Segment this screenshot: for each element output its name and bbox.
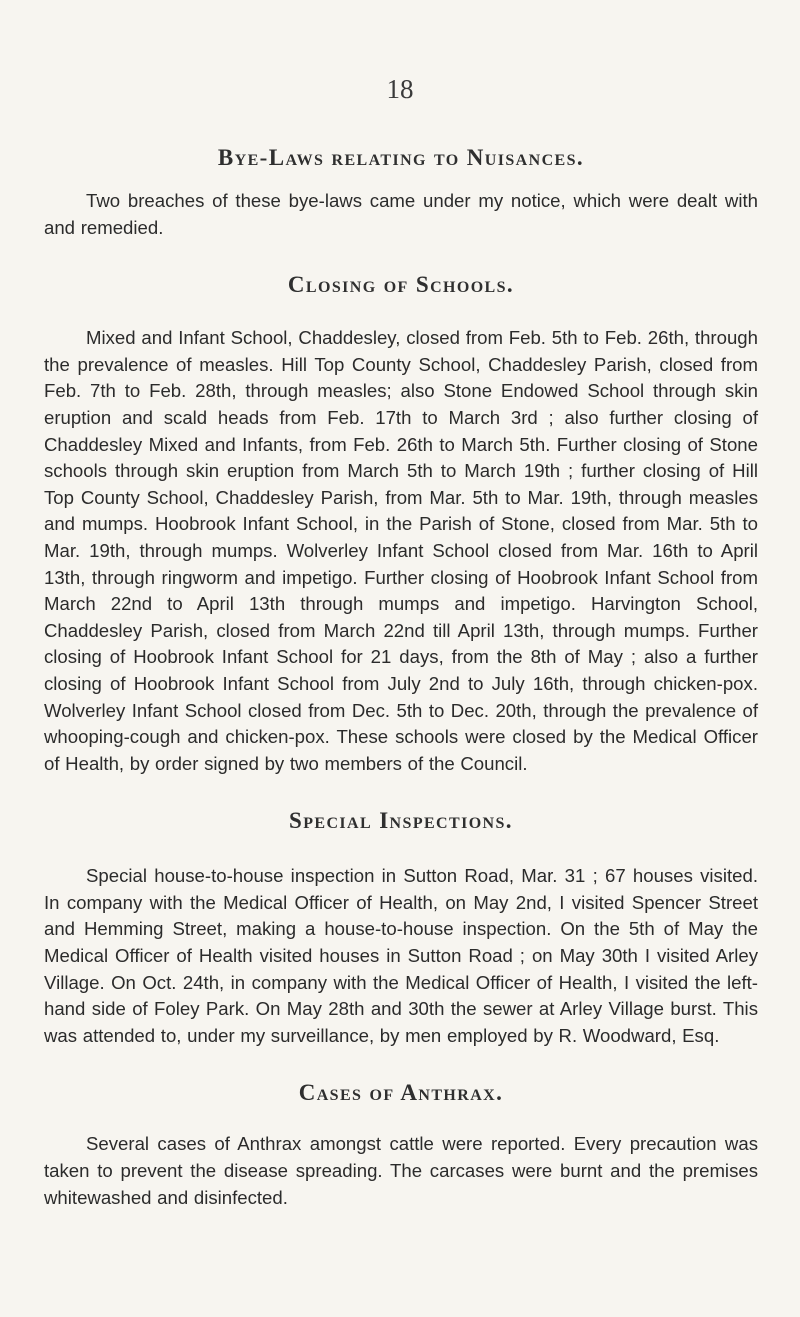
section-body-bye-laws: Two breaches of these bye-laws came under my notice, which were dealt with and remedied. [44,190,758,238]
section-heading-special-inspections: Special Inspections. [289,808,513,834]
page-content [44,142,758,1211]
section-heading-anthrax: Cases of Anthrax. [298,1080,504,1106]
section-heading-closing-of-schools: Closing of Schools. [287,272,515,298]
section-body-closing-of-schools: Mixed and Infant School, Chaddesley, closed from Feb. 5th to Feb. 26th, through the prevalence of measles. Hill Top County School, Chaddesley Parish, closed from Feb. 7th to Feb. 28th, through measles; also Stone Endowed School through skin eruption and scald heads from Feb. 17th to March 3rd ; also further closing of Chaddesley Mixed and Infants, from Feb. 26th to March 5th. Further closing of Stone schools through skin eruption from March 5th to March 19th ; further closing of Hill Top County School, Chaddesley Parish, from Mar. 5th to Mar. 19th, through measles and mumps. Hoobrook Infant School, in the Parish of Stone, closed from Mar. 5th to Mar. 19th, through mumps. Wolverley Infant School closed from Mar. 16th to April 13th, through ringworm and impetigo. Further closing of Hoobrook Infant School from March 22nd to April 13th through mumps and impetigo. Harvington School, Chaddesley Parish, closed from March 22nd till April 13th, through mumps. Further closing of Hoobrook Infant School for 21 days, from the 8th of May ; also a further closing of Hoobrook Infant School from July 2nd to July 16th, through chicken-pox. Wolverley Infant School closed from Dec. 5th to Dec. 20th, through the prevalence of whooping-cough and chicken-pox. These schools were closed by the Medical Officer of Health, by order signed by two members of the Council. [44,327,758,774]
page-number: 18 [386,74,414,104]
section-body-anthrax: Several cases of Anthrax amongst cattle were reported. Every precaution was taken to prevent the disease spreading. The carcases were burnt and the premises whitewashed and disinfected. [44,1133,758,1208]
section-heading-bye-laws: Bye-Laws relating to Nuisances. [217,145,585,170]
section-body-special-inspections: Special house-to-house inspection in Sutton Road, Mar. 31 ; 67 houses visited. In company with the Medical Officer of Health, on May 2nd, I visited Spencer Street and Hemming Street, making a house-to-house inspection. On the 5th of May the Medical Officer of Health visited houses in Sutton Road ; on May 30th I visited Arley Village. On Oct. 24th, in company with the Medical Officer of Health, I visited the left-hand side of Foley Park. On May 28th and 30th the sewer at Arley Village burst. This was attended to, under my surveillance, by men employed by R. Woodward, Esq. [44,865,758,1046]
